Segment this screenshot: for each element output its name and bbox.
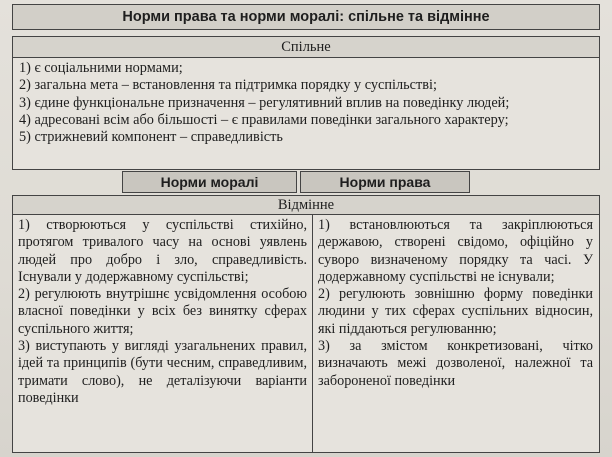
morality-item: 3) виступають у вигляді узагальнених правил, ідей та принципів (бути чесним, справедливим, тримати слово), не деталізуючи варіанти поведінки bbox=[18, 338, 307, 406]
common-heading bbox=[13, 37, 599, 58]
morality-item: 1) створюються у суспільстві стихійно, протягом тривалого часу на основі уявлень людей про добро і зло, справедливість. Існували у додержавному суспільстві; bbox=[18, 217, 307, 285]
common-list bbox=[13, 58, 599, 146]
table-title-text: Норми права та норми моралі: спільне та відмінне bbox=[122, 9, 490, 25]
common-heading-text: Спільне bbox=[281, 38, 331, 55]
common-item: 4) адресовані всім або більшості – є правилами поведінки загального характеру; bbox=[19, 111, 509, 128]
law-column bbox=[313, 215, 598, 452]
law-item: 2) регулюють зовнішню форму поведінки людини у тих сферах суспільних відносин, які піддаються регулюванню; bbox=[318, 286, 593, 337]
different-section bbox=[12, 195, 600, 453]
different-heading-text: Відмінне bbox=[277, 196, 335, 213]
morality-header-text: Норми моралі bbox=[160, 174, 259, 190]
different-columns bbox=[13, 215, 599, 452]
morality-column-header bbox=[122, 171, 297, 193]
morality-column bbox=[13, 215, 313, 452]
morality-item: 2) регулюють внутрішнє усвідомлення особою власної поведінки у всіх без винятку сферах суспільного життя; bbox=[18, 286, 307, 337]
law-column-header bbox=[300, 171, 470, 193]
common-item: 1) є соціальними нормами; bbox=[19, 60, 183, 76]
common-item: 5) стрижневий компонент – справедливість bbox=[19, 129, 283, 146]
common-item: 2) загальна мета – встановлення та підтримка порядку у суспільстві; bbox=[19, 77, 437, 94]
law-item: 1) встановлюються та закріплюються державою, створені свідомо, офіційно у суворо визначеному порядку та часі. У додержавному суспільстві не існували; bbox=[318, 217, 593, 285]
column-header-row bbox=[12, 171, 600, 197]
common-item: 3) єдине функціональне призначення – регулятивний вплив на поведінку людей; bbox=[19, 94, 510, 111]
different-heading bbox=[13, 196, 599, 215]
law-item: 3) за змістом конкретизовані, чітко визначають межі дозволеної, належної та забороненої поведінки bbox=[318, 338, 593, 389]
table-title bbox=[12, 4, 600, 30]
law-header-text: Норми права bbox=[339, 174, 431, 190]
common-section bbox=[12, 36, 600, 170]
